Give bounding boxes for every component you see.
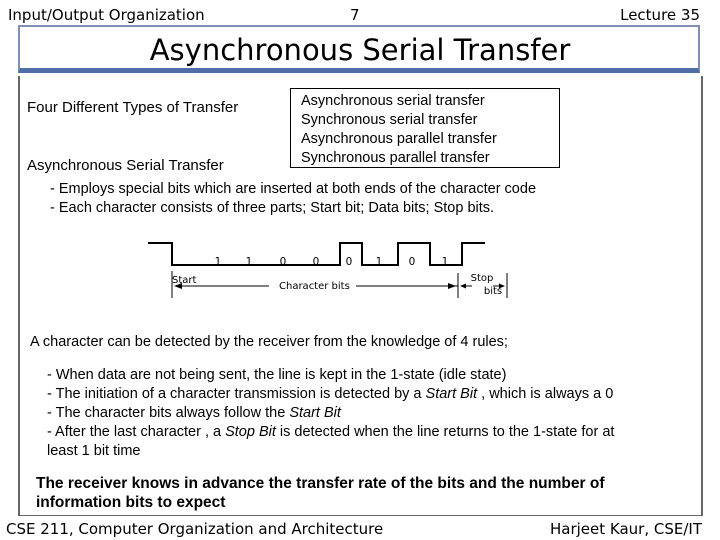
async-serial-point: - Employs special bits which are inserted at both ends of the character code <box>50 181 537 197</box>
serial-waveform-diagram <box>140 238 520 300</box>
bit-label: 0 <box>312 256 320 268</box>
rule-item: - When data are not being sent, the line is kept in the 1-state (idle state) <box>47 367 507 383</box>
page-number: 7 <box>350 6 360 24</box>
rules-intro: A character can be detected by the receiver from the knowledge of 4 rules; <box>30 334 508 350</box>
async-serial-heading: Asynchronous Serial Transfer <box>27 157 224 174</box>
transfer-type-item: Asynchronous parallel transfer <box>301 131 497 147</box>
rule-item: - The character bits always follow the Start Bit <box>47 405 341 421</box>
bit-label: 0 <box>408 256 416 268</box>
transfer-type-item: Synchronous serial transfer <box>301 112 478 128</box>
bit-label: 0 <box>345 256 353 268</box>
header-right: Lecture 35 <box>620 6 700 24</box>
stop-label-line1: Stop <box>470 273 494 284</box>
receiver-note: The receiver knows in advance the transfer rate of the bits and the number of information bits to expect <box>36 475 605 511</box>
slide-title: Asynchronous Serial Transfer <box>149 33 571 67</box>
transfer-type-item: Asynchronous serial transfer <box>301 93 485 109</box>
start-label: Start <box>172 275 197 286</box>
stop-arrowhead-left <box>460 284 466 289</box>
bit-label: 1 <box>214 256 222 268</box>
footer-left: CSE 211, Computer Organization and Architecture <box>6 520 384 538</box>
character-arrowhead-right <box>448 283 456 289</box>
bit-label: 0 <box>279 256 287 268</box>
footer-right: Harjeet Kaur, CSE/IT <box>550 520 702 538</box>
transfer-types-box <box>290 88 560 168</box>
bit-label: 1 <box>245 256 253 268</box>
bit-label: 1 <box>441 256 449 268</box>
transfer-types-label: Four Different Types of Transfer <box>27 99 239 116</box>
bit-label: 1 <box>375 256 383 268</box>
header-left: Input/Output Organization <box>8 6 205 24</box>
transfer-type-item: Synchronous parallel transfer <box>301 150 490 166</box>
rule-item: least 1 bit time <box>47 443 141 459</box>
stop-label-line2: bits <box>483 286 503 297</box>
rule-item: - After the last character , a Stop Bit is detected when the line returns to the 1-state for at <box>47 424 615 440</box>
rule-item: - The initiation of a character transmission is detected by a Start Bit , which is always a 0 <box>47 386 614 402</box>
async-serial-point: - Each character consists of three parts; Start bit; Data bits; Stop bits. <box>50 200 495 216</box>
character-bits-label: Character bits <box>279 281 350 292</box>
